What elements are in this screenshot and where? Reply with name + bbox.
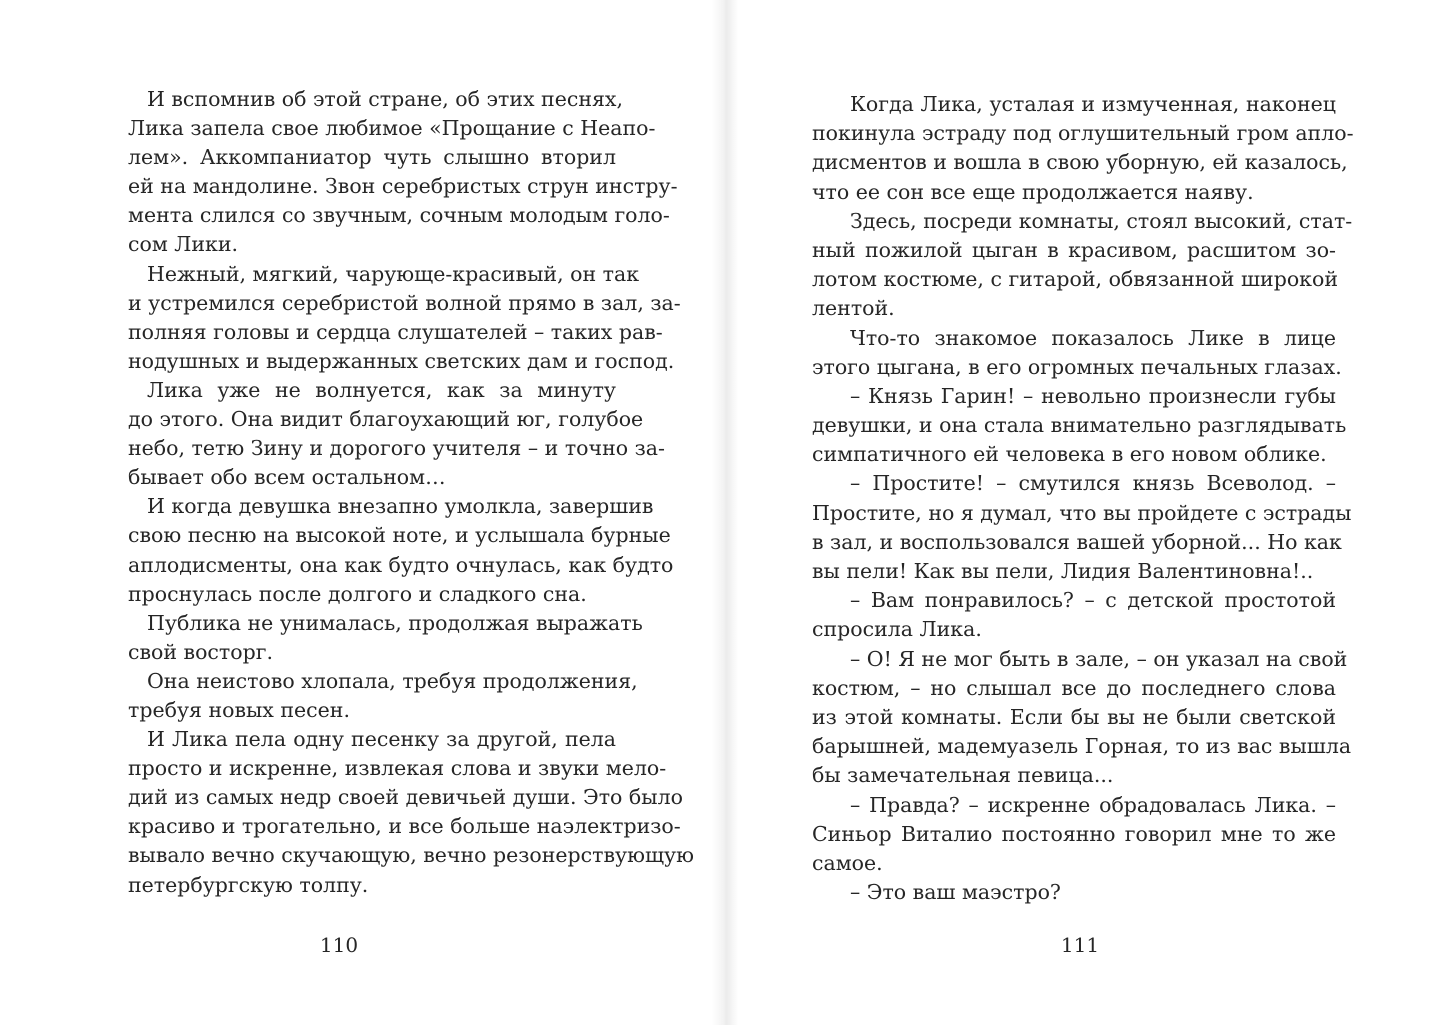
book-gutter bbox=[712, 0, 738, 1025]
text-line: – Это ваш маэстро? bbox=[850, 880, 1061, 905]
text-line: проснулась после долгого и сладкого сна. bbox=[128, 581, 587, 606]
text-line: самое. bbox=[812, 850, 883, 875]
text-line: И когда девушка внезапно умолкла, завершив bbox=[147, 494, 654, 519]
text-line: Здесь, посреди комнаты, стоял высокий, стат- bbox=[850, 208, 1353, 233]
text-line: бы замечательная певица... bbox=[812, 763, 1114, 788]
text-line: петербургскую толпу. bbox=[128, 872, 369, 897]
text-line: ный пожилой цыган в красивом, расшитом зо- bbox=[812, 237, 1336, 262]
left-page-text bbox=[128, 85, 694, 900]
text-line: из этой комнаты. Если бы вы не были светской bbox=[812, 704, 1336, 729]
text-line: Лика уже не волнуется, как за минуту bbox=[147, 377, 616, 402]
text-line: покинула эстраду под оглушительный гром апло- bbox=[812, 121, 1354, 146]
text-line: вы пели! Как вы пели, Лидия Валентиновна!.. bbox=[812, 559, 1314, 583]
text-line: Лика запела свое любимое «Прощание с Неапо- bbox=[128, 116, 656, 141]
text-line: Когда Лика, усталая и измученная, наконец bbox=[850, 92, 1336, 116]
text-line: дисментов и вошла в свою уборную, ей казалось, bbox=[812, 150, 1348, 175]
text-line: барышней, мадемуазель Горная, то из вас вышла bbox=[812, 734, 1352, 759]
text-line: сом Лики. bbox=[128, 232, 239, 257]
left-page-number: 110 bbox=[319, 933, 359, 957]
text-line: костюм, – но слышал все до последнего слова bbox=[812, 675, 1336, 700]
text-line: что ее сон все еще продолжается наяву. bbox=[812, 179, 1254, 204]
right-page-number: 111 bbox=[1060, 933, 1100, 957]
text-line: девушки, и она стала внимательно разглядывать bbox=[812, 413, 1347, 438]
text-line: лотом костюме, с гитарой, обвязанной широкой bbox=[812, 267, 1338, 292]
text-line: И Лика пела одну песенку за другой, пела bbox=[147, 727, 616, 752]
text-line: ей на мандолине. Звон серебристых струн инстру- bbox=[128, 174, 678, 199]
text-line: мента слился со звучным, сочным молодым голо- bbox=[128, 203, 670, 228]
text-line: – О! Я не мог быть в зале, – он указал на свой bbox=[850, 646, 1348, 671]
text-line: И вспомнив об этой стране, об этих песнях, bbox=[147, 87, 624, 111]
text-line: – Правда? – искренне обрадовалась Лика. – bbox=[850, 792, 1336, 817]
text-line: Синьор Виталио постоянно говорил мне то же bbox=[812, 821, 1336, 846]
text-line: Нежный, мягкий, чарующе-красивый, он так bbox=[147, 261, 640, 286]
text-line: нодушных и выдержанных светских дам и господ. bbox=[128, 348, 675, 373]
text-line: Что-то знакомое показалось Лике в лице bbox=[850, 325, 1336, 350]
text-line: аплодисменты, она как будто очнулась, как будто bbox=[128, 552, 674, 577]
text-line: вывало вечно скучающую, вечно резонерствующую bbox=[128, 843, 694, 868]
text-line: просто и искренне, извлекая слова и звуки мело- bbox=[128, 756, 667, 781]
text-line: лем». Аккомпаниатор чуть слышно вторил bbox=[128, 145, 616, 170]
text-line: лентой. bbox=[812, 296, 895, 321]
text-line: этого цыгана, в его огромных печальных глазах. bbox=[812, 354, 1342, 379]
text-line: полняя головы и сердца слушателей – таких рав- bbox=[128, 319, 663, 344]
text-line: свою песню на высокой ноте, и услышала бурные bbox=[128, 523, 671, 548]
text-line: дий из самых недр своей девичьей души. Это было bbox=[128, 785, 683, 810]
text-line: до этого. Она видит благоухающий юг, голубое bbox=[128, 407, 644, 432]
text-line: Простите, но я думал, что вы пройдете с эстрады bbox=[812, 500, 1352, 525]
text-line: – Князь Гарин! – невольно произнесли губы bbox=[850, 383, 1336, 408]
text-line: небо, тетю Зину и дорогого учителя – и точно за- bbox=[128, 436, 665, 461]
right-page-text bbox=[812, 90, 1354, 907]
text-line: симпатичного ей человека в его новом облике. bbox=[812, 442, 1327, 467]
text-line: красиво и трогательно, и все больше наэлектризо- bbox=[128, 814, 681, 839]
text-line: в зал, и воспользовался вашей уборной... Но как bbox=[812, 529, 1342, 554]
text-line: Публика не унималась, продолжая выражать bbox=[147, 610, 643, 635]
text-line: и устремился серебристой волной прямо в зал, за- bbox=[128, 290, 681, 315]
text-line: – Вам понравилось? – с детской простотой bbox=[850, 588, 1336, 613]
text-line: требуя новых песен. bbox=[128, 697, 350, 722]
text-line: Она неистово хлопала, требуя продолжения, bbox=[147, 668, 638, 693]
text-line: бывает обо всем остальном… bbox=[128, 465, 446, 490]
text-line: – Простите! – смутился князь Всеволод. – bbox=[850, 471, 1336, 496]
text-line: свой восторг. bbox=[128, 639, 273, 664]
text-line: спросила Лика. bbox=[812, 617, 982, 642]
